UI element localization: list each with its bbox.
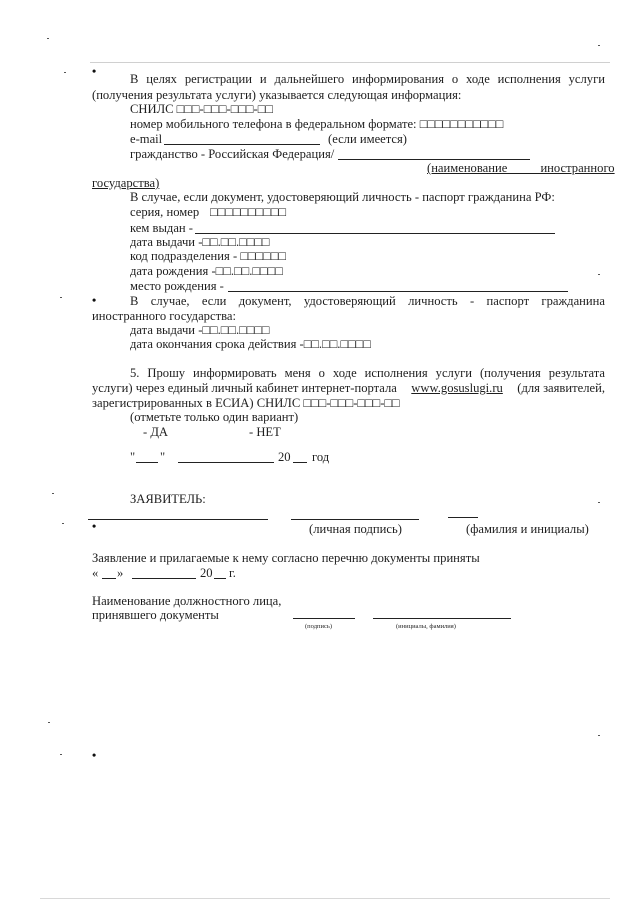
- email-note: (если имеется): [328, 132, 407, 146]
- gosuslugi-link[interactable]: www.gosuslugi.ru: [411, 381, 503, 395]
- applicant-name-blank: [448, 517, 478, 518]
- division-code: код подразделения - □□□□□□: [130, 249, 286, 263]
- birth-date: дата рождения -□□.□□.□□□□: [130, 264, 283, 278]
- series-boxes: □□□□□□□□□□: [210, 205, 287, 219]
- foreign-state-note: (наименование иностранного: [427, 161, 615, 175]
- accepted-year-suffix: г.: [229, 566, 236, 580]
- info-intro-line1: В целях регистрации и дальнейшего информирования о ходе исполнения услуги: [130, 72, 605, 86]
- accepted-quote-open: «: [92, 566, 99, 580]
- p5-line2-pre: услуги) через единый личный кабинет интернет-портала: [92, 381, 397, 395]
- scan-dot: [598, 502, 600, 503]
- scan-dot: [48, 722, 50, 723]
- scan-mark: •: [92, 64, 97, 78]
- one-option-note: (отметьте только один вариант): [130, 410, 299, 424]
- applicant-blank-1: [88, 519, 268, 520]
- scan-dot: [60, 297, 62, 298]
- scan-dot: [60, 754, 62, 755]
- series-label: серия, номер: [130, 205, 200, 219]
- issued-by-blank: [195, 233, 555, 234]
- p5-line2-post: (для заявителей,: [517, 381, 605, 395]
- scan-edge-top: [90, 62, 610, 63]
- citizenship-label: гражданство - Российская Федерация/: [130, 147, 335, 161]
- p5-line2: [92, 381, 605, 395]
- scan-dot: [64, 72, 66, 73]
- scan-dot: [598, 735, 600, 736]
- official-sign-label: (подпись): [305, 623, 332, 630]
- accepted-month-blank: [132, 578, 196, 579]
- scan-dot: [598, 274, 600, 275]
- scan-mark: •: [92, 519, 97, 533]
- date-day-blank: [136, 462, 158, 463]
- phone-field: номер мобильного телефона в федеральном формате: □□□□□□□□□□□: [130, 117, 504, 131]
- scan-dot: [47, 38, 49, 39]
- accepted-day-blank: [102, 578, 116, 579]
- scan-mark: •: [92, 748, 97, 762]
- date-quote-open: ": [130, 450, 136, 464]
- foreign-expiry-date: дата окончания срока действия -□□.□□.□□□□: [130, 337, 371, 351]
- scan-edge-bottom: [40, 898, 610, 899]
- email-label: e-mail: [130, 132, 163, 146]
- date-year-prefix: 20: [278, 450, 291, 464]
- foreign-passport-intro-cont: иностранного государства:: [92, 309, 236, 323]
- accepted-year-blank: [214, 578, 226, 579]
- snils-field: СНИЛС □□□-□□□-□□□-□□: [130, 102, 273, 116]
- applicant-title: ЗАЯВИТЕЛЬ:: [130, 492, 206, 506]
- official-name-blank: [373, 618, 511, 619]
- date-year-suffix: год: [312, 450, 330, 464]
- p5-line3: зарегистрированных в ЕСИА) СНИЛС □□□-□□□-□□□-□□: [92, 396, 400, 410]
- citizenship-blank: [338, 159, 530, 160]
- date-year-blank: [293, 462, 307, 463]
- option-no[interactable]: - НЕТ: [249, 425, 281, 439]
- option-yes[interactable]: - ДА: [143, 425, 169, 439]
- accepted-statement: Заявление и прилагаемые к нему согласно перечню документы приняты: [92, 551, 480, 565]
- official-name-label: (инициалы, фамилия): [396, 623, 456, 630]
- foreign-passport-intro: В случае, если документ, удостоверяющий личность - паспорт гражданина: [130, 294, 605, 308]
- birth-place-label: место рождения -: [130, 279, 224, 293]
- applicant-name-label: (фамилия и инициалы): [466, 522, 589, 536]
- birth-place-blank: [228, 291, 568, 292]
- official-sign-blank: [293, 618, 355, 619]
- p5-line1: 5. Прошу информировать меня о ходе исполнения услуги (получения результата: [130, 366, 605, 380]
- info-intro-line2: (получения результата услуги) указывается следующая информация:: [92, 88, 462, 102]
- scan-dot: [62, 523, 64, 524]
- foreign-state-note-cont: государства): [92, 176, 160, 190]
- scan-dot: [598, 45, 600, 46]
- accepted-year-prefix: 20: [200, 566, 213, 580]
- date-month-blank: [178, 462, 274, 463]
- official-label-line2: принявшего документы: [92, 608, 219, 622]
- date-quote-close: ": [160, 450, 166, 464]
- rf-issue-date: дата выдачи -□□.□□.□□□□: [130, 235, 270, 249]
- email-blank: [164, 144, 320, 145]
- rf-passport-intro: В случае, если документ, удостоверяющий личность - паспорт гражданина РФ:: [130, 190, 555, 204]
- scan-dot: [52, 493, 54, 494]
- issued-by-label: кем выдан -: [130, 221, 193, 235]
- official-label-line1: Наименование должностного лица,: [92, 594, 282, 608]
- applicant-signature-label: (личная подпись): [309, 522, 402, 536]
- scan-mark: •: [92, 293, 97, 307]
- accepted-quote-close: »: [117, 566, 124, 580]
- foreign-issue-date: дата выдачи -□□.□□.□□□□: [130, 323, 270, 337]
- applicant-signature-blank: [291, 519, 419, 520]
